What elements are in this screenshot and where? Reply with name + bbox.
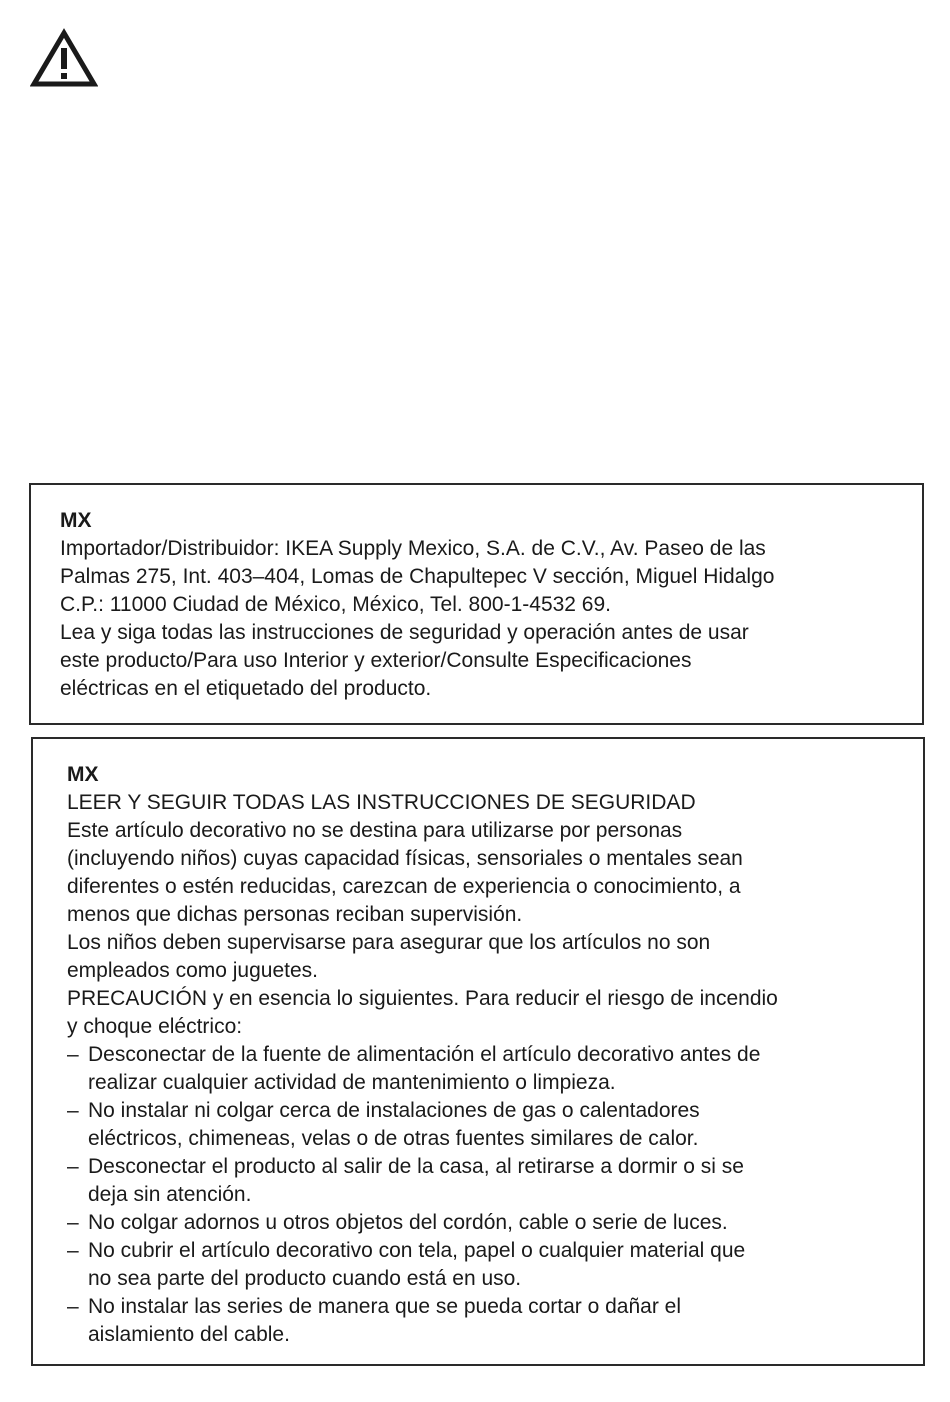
precaution-line: aislamiento del cable.: [88, 1323, 290, 1346]
warning-triangle-icon: [30, 28, 98, 88]
precaution-line: – Desconectar de la fuente de alimentación el artículo decorativo antes de: [88, 1043, 761, 1066]
precaution-line: realizar cualquier actividad de mantenimiento o limpieza.: [88, 1071, 616, 1094]
importer-box-heading: MX: [60, 509, 92, 532]
precaution-item: [67, 1293, 903, 1349]
precaution-list: [67, 1041, 903, 1349]
importer-info-box: [29, 483, 924, 725]
importer-line: eléctricas en el etiquetado del producto.: [60, 677, 432, 700]
safety-line: menos que dichas personas reciban supervisión.: [67, 903, 523, 926]
importer-line: Palmas 275, Int. 403–404, Lomas de Chapultepec V sección, Miguel Hidalgo: [60, 565, 775, 588]
importer-line: Lea y siga todas las instrucciones de seguridad y operación antes de usar: [60, 621, 749, 644]
precaution-line: no sea parte del producto cuando está en uso.: [88, 1267, 522, 1290]
safety-line: empleados como juguetes.: [67, 959, 318, 982]
importer-line: C.P.: 11000 Ciudad de México, México, Tel. 800-1-4532 69.: [60, 593, 612, 616]
safety-line: LEER Y SEGUIR TODAS LAS INSTRUCCIONES DE SEGURIDAD: [67, 791, 696, 814]
precaution-line: – No cubrir el artículo decorativo con tela, papel o cualquier material que: [88, 1239, 746, 1262]
precaution-line: – No instalar ni colgar cerca de instalaciones de gas o calentadores: [88, 1099, 700, 1122]
precaution-line: – Desconectar el producto al salir de la casa, al retirarse a dormir o si se: [88, 1155, 744, 1178]
safety-line: diferentes o estén reducidas, carezcan de experiencia o conocimiento, a: [67, 875, 741, 898]
safety-line: (incluyendo niños) cuyas capacidad físicas, sensoriales o mentales sean: [67, 847, 743, 870]
precaution-item: [67, 1041, 903, 1097]
safety-line: Este artículo decorativo no se destina para utilizarse por personas: [67, 819, 683, 842]
precaution-line: eléctricos, chimeneas, velas o de otras fuentes similares de calor.: [88, 1127, 699, 1150]
precaution-item: [67, 1097, 903, 1153]
safety-line: Los niños deben supervisarse para asegurar que los artículos no son: [67, 931, 711, 954]
precaution-line: deja sin atención.: [88, 1183, 252, 1206]
safety-line: y choque eléctrico:: [67, 1015, 243, 1038]
importer-line: Importador/Distribuidor: IKEA Supply Mexico, S.A. de C.V., Av. Paseo de las: [60, 537, 766, 560]
precaution-item: [67, 1153, 903, 1209]
safety-line: PRECAUCIÓN y en esencia lo siguientes. Para reducir el riesgo de incendio: [67, 987, 778, 1010]
precaution-item: [67, 1237, 903, 1293]
safety-box-heading: MX: [67, 763, 99, 786]
importer-line: este producto/Para uso Interior y exterior/Consulte Especificaciones: [60, 649, 692, 672]
safety-instructions-box: [31, 737, 925, 1366]
precaution-item: [67, 1209, 903, 1237]
precaution-line: – No colgar adornos u otros objetos del cordón, cable o serie de luces.: [88, 1211, 728, 1234]
precaution-line: – No instalar las series de manera que se pueda cortar o dañar el: [88, 1295, 682, 1318]
